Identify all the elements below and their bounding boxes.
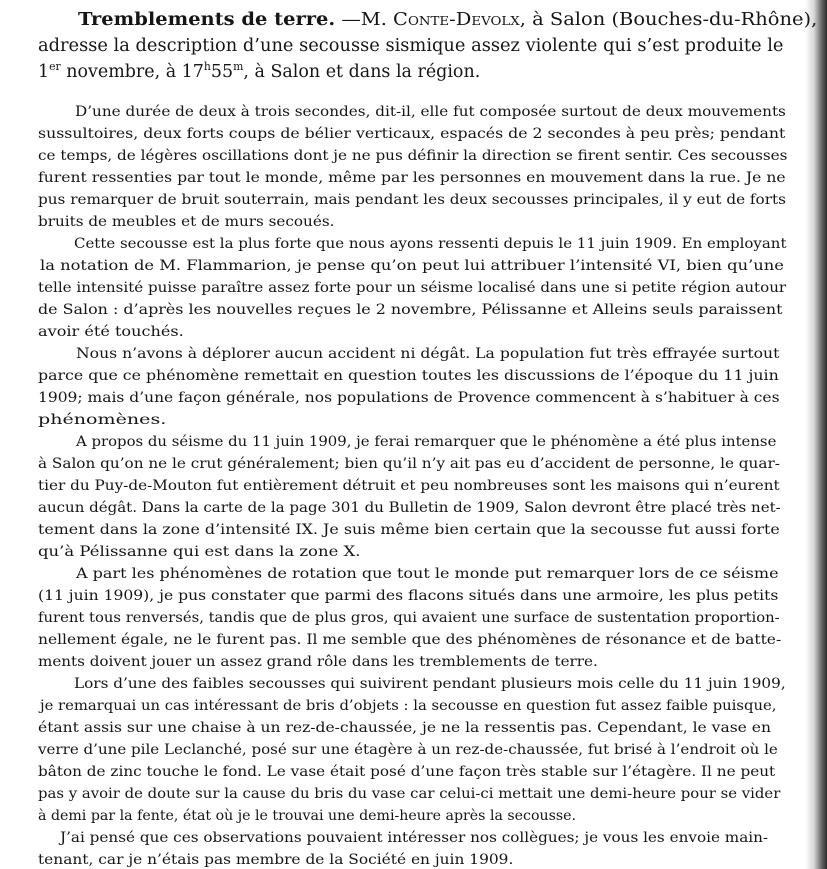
body-line: verre d’une pile Leclanché, posé sur une étagère à un rez-de-chaussée, fut brisé à l’endroit où le	[38, 742, 778, 758]
body-line: A propos du séisme du 11 juin 1909, je ferai remarquer que le phénomène a été plus intense	[76, 434, 777, 450]
body-line: ments doivent jouer un assez grand rôle dans les tremblements de terre.	[38, 654, 598, 670]
time-hour-suffix: h	[203, 60, 211, 74]
body-line: à demi par la fente, état où je le trouvai une demi-heure après la secousse.	[38, 808, 577, 824]
body-line: furent tous renversés, tandis que de plus gros, qui avaient une surface de sustentation proportion-	[38, 610, 780, 626]
body-line: avoir été touchés.	[38, 324, 184, 340]
title-dash: —	[335, 10, 361, 30]
body-line: pas y avoir de doute sur la cause du bris du vase car celui-ci mettait une demi-heure pour se vider	[38, 786, 781, 802]
time-minutes: 55	[210, 62, 234, 82]
body-line: Cette secousse est la plus forte que nous ayons ressenti depuis le 11 juin 1909. En employant	[74, 236, 787, 252]
body-line: D’une durée de deux à trois secondes, dit-il, elle fut composée surtout de deux mouvements	[75, 104, 786, 120]
body-line: J’ai pensé que ces observations pouvaient intéresser nos collègues; je vous les envoie main-	[60, 830, 769, 846]
body-line: parce que ce phénomène remettait en question toutes les discussions de l’époque du 11 juin	[38, 368, 779, 384]
body-line: (11 juin 1909), je pus constater que parmi des flacons situés dans une armoire, les plus petits	[38, 588, 779, 604]
body-line: pus remarquer de bruit souterrain, mais pendant les deux secousses principales, il y eut de forts	[38, 192, 786, 208]
body-line: furent ressenties par tout le monde, même par les personnes en mouvement dans la rue. Je ne	[38, 170, 786, 186]
body-line: la notation de M. Flammarion, je pense qu’on peut lui attribuer l’intensité VI, bien qu’une	[40, 258, 784, 274]
intro-location: , à Salon (Bouches-du-Rhône),	[519, 10, 818, 30]
intro-line-1	[78, 10, 817, 30]
article-title: Tremblements de terre.	[78, 10, 336, 30]
scan-edge-shadow	[805, 0, 827, 869]
date-place: , à Salon et dans la région.	[243, 62, 481, 82]
body-line: bâton de zinc touche le fond. Le vase était posé d’une façon très stable sur l’étagère. Il ne peut	[38, 764, 776, 780]
body-line: A part les phénomènes de rotation que tout le monde put remarquer lors de ce séisme	[76, 566, 779, 582]
body-line: telle intensité puisse paraître assez forte pour un séisme localisé dans une si petite région autour	[38, 280, 787, 296]
body-line: Lors d’une des faibles secousses qui suivirent pendant plusieurs mois celle du 11 juin 1909,	[74, 676, 786, 692]
body-line: tier du Puy-de-Mouton fut entièrement détruit et peu nombreuses sont les maisons qui n’eurent	[38, 478, 780, 494]
body-line: étant assis sur une chaise à un rez-de-chaussée, je ne la ressentis pas. Cependant, le vase en	[38, 720, 771, 736]
article-author: M. Conte-Devolx	[360, 10, 520, 30]
intro-line-3	[38, 62, 480, 82]
body-line: phénomènes.	[38, 412, 167, 428]
body-line: ce temps, de légères oscillations dont je ne pus définir la direction se firent sentir. Ces secousses	[38, 148, 788, 164]
body-line: je remarquai un cas intéressant de bris d’objets : la secousse en question fut assez faible puisque,	[40, 698, 777, 714]
date-day: 1	[38, 62, 50, 82]
body-line: de Salon : d’après les nouvelles reçues le 2 novembre, Pélissanne et Alleins seuls paraissent	[38, 302, 783, 318]
body-line: 1909; mais d’une façon générale, nos populations de Provence commencent à s’habituer à ces	[38, 390, 780, 406]
body-line: sussultoires, deux forts coups de bélier verticaux, espacés de 2 secondes à peu près; pendant	[38, 126, 786, 142]
body-line: tenant, car je n’étais pas membre de la Société en juin 1909.	[38, 852, 514, 868]
body-line: nellement égale, ne le furent pas. Il me semble que des phénomènes de résonance et de batte-	[38, 632, 782, 648]
body-line: aucun dégât. Dans la carte de la page 301 du Bulletin de 1909, Salon devront être placé très net-	[38, 500, 781, 516]
date-day-suffix: er	[49, 60, 61, 74]
body-line: tement dans la zone d’intensité IX. Je suis même bien certain que la secousse fut aussi forte	[38, 522, 780, 538]
date-text: novembre, à 17	[60, 62, 204, 82]
body-line: bruits de meubles et de murs secoués.	[38, 214, 335, 230]
body-line: à Salon qu’on ne le crut généralement; bien qu’il n’y ait pas eu d’accident de personne, le quar-	[38, 456, 780, 472]
intro-line-2: adresse la description d’une secousse sismique assez violente qui s’est produite le	[38, 36, 784, 56]
time-minute-suffix: m	[233, 60, 244, 74]
body-line: Nous n’avons à déplorer aucun accident ni dégât. La population fut très effrayée surtout	[76, 346, 780, 362]
body-line: qu’à Pélissanne qui est dans la zone X.	[38, 544, 361, 560]
